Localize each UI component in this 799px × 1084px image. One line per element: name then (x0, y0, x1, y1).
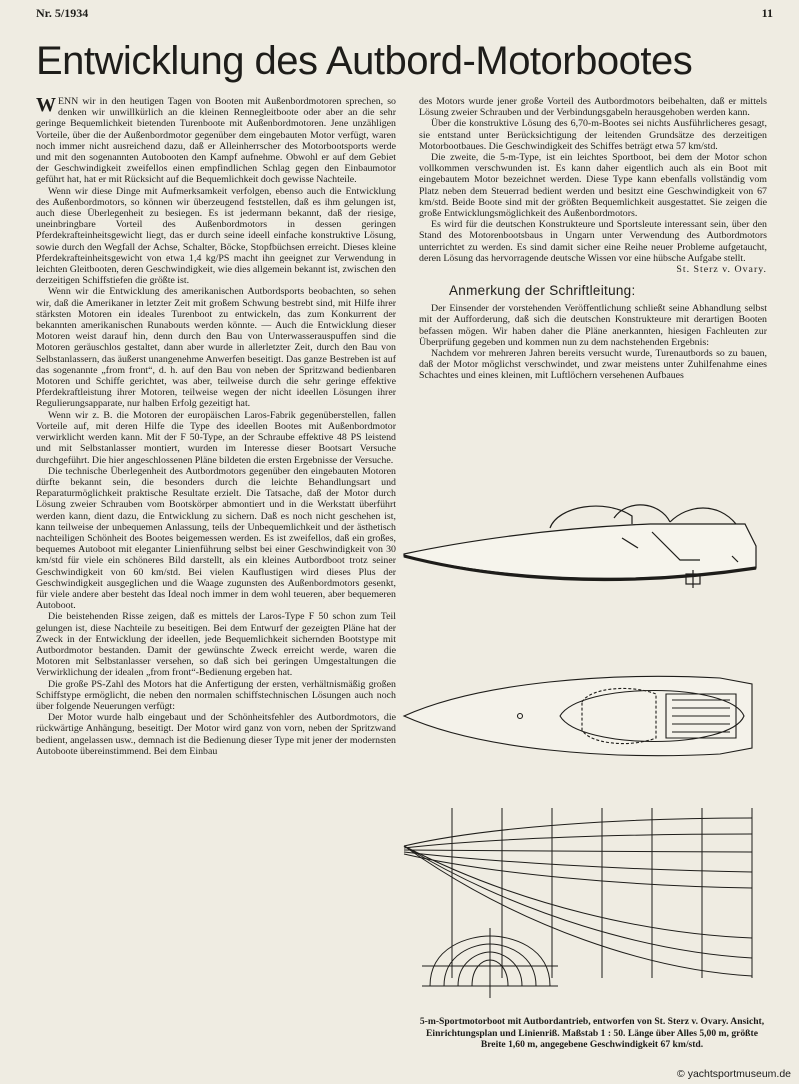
paragraph: Der Einsender der vorstehenden Veröffentlichung schließt seine Abhandlung selbst mit der Aufforderung, daß sich die deutschen Konstrukteure mit derartigen Booten befassen mögen. Wir haben daher die Pläne anerkannten, hiesigen Fachleuten zur Überprüfung gegeben und kommen nun zu dem nachstehenden Ergebnis: (419, 303, 767, 348)
body-plan-drawing (422, 928, 558, 998)
paragraph: Wenn wir z. B. die Motoren der europäischen Laros-Fabrik gegenüberstellen, fallen Vorteile auf, mit deren Hilfe die Type des ideellen Bootes mit Außenbordmotor verwirklicht werden kann. Mit der F 50-Type, an der Schraube effektive 48 PS leistend und mit Selbstanlasser montiert, wurden im Interesse dieser Bootsart Versuche durchgeführt. Die hier angeschlossenen Pläne bildeten die ersten Ergebnisse der Versuche. (36, 409, 396, 466)
paragraph: Die technische Überlegenheit des Autbordmotors gegenüber den eingebauten Motoren dürfte bekannt sein, die besonders durch die leichte Behandlungsart und Reparaturmöglichkeit praktische Resultate erzielt. Die Tatsache, daß der Motor durch Lösung zweier Schrauben vom Bootskörper abmontiert und in die Werkstatt überführt werden kann, dient dazu, die Entwicklung zu sichern. Daß es noch nicht geschehen ist, kann teilweise der unbequemen Anlassung, teils der Unbequemlichkeit und der ästhetisch nachteiligen Schönheit des Bootes beigemessen werden. Es ist zweifellos, daß ein großes, bequemes Autoboot mit eleganter Linienführung selbst bei einer Geschwindigkeit von 30 km/std für viele ein schöneres Bild darstellt, als ein kleines Autbordboot trotz seiner Geschwindigkeit von 60 km/std. Bei vielen Kauflustigen wird dieses Plus der Geschwindigkeit ausgeglichen und die Waage zugunsten des Außenbordmotors gesenkt, für viele andere aber besteht das Ideal noch immer in dem wohl teueren, aber bequemeren Autoboot. (36, 465, 396, 612)
drop-cap: W (36, 96, 56, 116)
paragraph: Es wird für die deutschen Konstrukteure und Sportsleute interessant sein, über den Stand des Motorenbootsbaus in Ungarn unter Verwendung des Autbordmotors unterrichtet zu werden. Es sind damit sicher eine Reihe neuer Probleme aufgetaucht, deren Lösung das hervorragende deutsche Wissen vor eine hübsche Aufgabe stellt. (419, 219, 767, 264)
paragraph: Wenn wir die Entwicklung des amerikanischen Autbordsports beobachten, so sehen wir, daß die Amerikaner in letzter Zeit mit großem Schwung bestrebt sind, mit Hilfe ihrer stärksten Motoren ein ideales Turenboot zu entwickeln, das zum Konkurrent der bekannten amerikanischen Runabouts werden könnte. — Auch die Entwicklung dieser Motoren weist darauf hin, denn durch den Bau von Unterwasserauspuffen sind die Motoren geräuschlos gestaltet, dann aber wurde in allerletzter Zeit, durch den Bau von Selbstanlassern, das äußerst unangenehme Anwerfen beseitigt. Das ganze Bestreben ist auf das sogenannte „from front“, d. h. auf den Bau von neben der Spritzwand bedienbaren Motoren und Schiffe gerichtet, was aber, teilweise durch die sehr geringe effektive Pferdekraftleistung ihrer Motoren, teilweise wegen der nicht ideellen Lösungen ihrer Regulierungsapparate, nur halben Erfolg gezeitigt hat. (36, 286, 396, 410)
page-header (36, 6, 773, 22)
figure-caption: 5-m-Sportmotorboot mit Autbordantrieb, entworfen von St. Sterz v. Ovary. Ansicht, Einrichtungsplan und Linienriß. Maßstab 1 : 50. Länge über Alles 5,00 m, größte Breite 1,60 m, angegebene Geschwindigkeit 67 km/std. (419, 1016, 765, 1050)
paragraph: Nachdem vor mehreren Jahren bereits versucht wurde, Turenautbords so zu bauen, daß der Motor möglichst verschwindet, und zwar meistens unter Zuhilfenahme eines Schachtes und eines kleinen, mit Luftlöchern versehenen Aufbaues (419, 348, 767, 382)
paragraph: Die große PS-Zahl des Motors hat die Anfertigung der ersten, verhältnismäßig großen Schiffstype ermöglicht, die neben den normalen schiffstechnischen Lösungen auch noch über folgende Neuerungen verfügt: (36, 678, 396, 712)
boat-drawings (400, 458, 785, 1018)
paragraph: Wenn wir diese Dinge mit Aufmerksamkeit verfolgen, ebenso auch die Entwicklung des Außenbordmotors, so können wir überzeugend feststellen, daß es ihm gelungen ist, auch diese Überlegenheit zu besiegen. Es ist jedermann bekannt, daß der riesige, uneinbringbare Vorteil des Außenbordmotors in dessen geringen Pferdekrafteinheitsgewicht liegt, das er durch seine ideell einfache konstruktive Lösung, sowie durch den Wegfall der Achse, Schalter, Böcke, Stopfbüchsen erreicht. Dieses kleine Pferdekrafteinheitsgewicht von etwa 1,4 kg/PS macht ihn geeignet zur Verwendung in leichten Gleitbooten, deren Geschwindigkeit, wie dies allgemein bekannt ist, zwischen den derzeitigen Schiffstiefen die größte ist. (36, 185, 396, 287)
paragraph: Über die konstruktive Lösung des 6,70-m-Bootes sei nichts Ausführlicheres gesagt, sie entstand unter Berücksichtigung der leitenden Grundsätze des derzeitigen Motorbootbaues. Die Geschwindigkeit des Schiffes beträgt etwa 57 km/std. (419, 118, 767, 152)
side-elevation-drawing (404, 505, 756, 588)
paragraph: des Motors wurde jener große Vorteil des Autbordmotors beibehalten, daß er mittels Lösung zweier Schrauben und der Verbindungsgabeln herausgehoben werden kann. (419, 96, 767, 119)
plan-view-drawing (404, 676, 752, 755)
watermark: © yachtsportmuseum.de (677, 1068, 791, 1080)
issue-number: Nr. 5/1934 (36, 6, 89, 20)
article-title: Entwicklung des Autbord-Motorbootes (36, 39, 693, 83)
paragraph: WENN wir in den heutigen Tagen von Booten mit Außenbordmotoren sprechen, so denken wir unwillkürlich an die kleinen Rennegleitboote oder aber an die sehr geringe Bequemlichkeit bietenden Turenboote mit Außenbordmotoren. Jene unzähligen Vorteile, über die der Außenbordmotor gegenüber dem eingebauten Motor verfügt, waren noch immer nicht ausreichend dazu, daß er Alleinherrscher des Motorbootsports werde und mit den sogenannten Autobooten den Kampf aufnehme. Obwohl er auf dem Gebiet der Geschwindigkeit zweifellos einen empfindlichen Schlag gegen den Einbaumotor geführt hat, hat er mit Rücksicht auf die Bequemlichkeit doch gewisse Nachteile. (36, 96, 396, 186)
editorial-note-heading: Anmerkung der Schriftleitung: (449, 283, 636, 299)
left-column (36, 96, 396, 1076)
page-number: 11 (761, 6, 773, 20)
paragraph: Die zweite, die 5-m-Type, ist ein leichtes Sportboot, bei dem der Motor schon vollkommen verschwunden ist. Es kann daher eigentlich auch als ein Boot mit eingebautem Motor bezeichnet werden. Diese Type kann ebenfalls vollständig vom Platz neben dem Steuerrad bedient werden und besitzt eine Geschwindigkeit von 67 km/std. Beide Boote sind mit der größten Bequemlichkeit ausgestattet. Sie zeigen die große Entwicklungsmöglichkeit des Außenbordmotors. (419, 152, 767, 220)
author-signature: St. Sterz v. Ovary. (676, 264, 767, 276)
right-column (419, 96, 767, 456)
lines-plan-drawing (404, 808, 752, 978)
paragraph: Der Motor wurde halb eingebaut und der Schönheitsfehler des Autbordmotors, die rückwärtige Anhängung, beseitigt. Der Motor wird ganz von vorn, neben der Spritzwand bedient, angelassen usw., demnach ist die Bedienung dieser Type mit jener der modernsten Autoboote übereinstimmend. Bei dem Einbau (36, 712, 396, 757)
paragraph: Die beistehenden Risse zeigen, daß es mittels der Laros-Type F 50 schon zum Teil gelungen ist, diese Nachteile zu beseitigen. Bei dem Entwurf der gezeigten Pläne hat der Zweck in der Entwicklung der ideellen, jede Bequemlichkeit sichernden Bootstype mit Autbordmotor bestanden. Damit der gewünschte Zweck erreicht werde, waren die Motoren mit Selbstanlasser versehen, so daß sich bei geringen Umgestaltungen die Verwirklichung der idealen „from front“-Bedienung ergeben hat. (36, 611, 396, 679)
